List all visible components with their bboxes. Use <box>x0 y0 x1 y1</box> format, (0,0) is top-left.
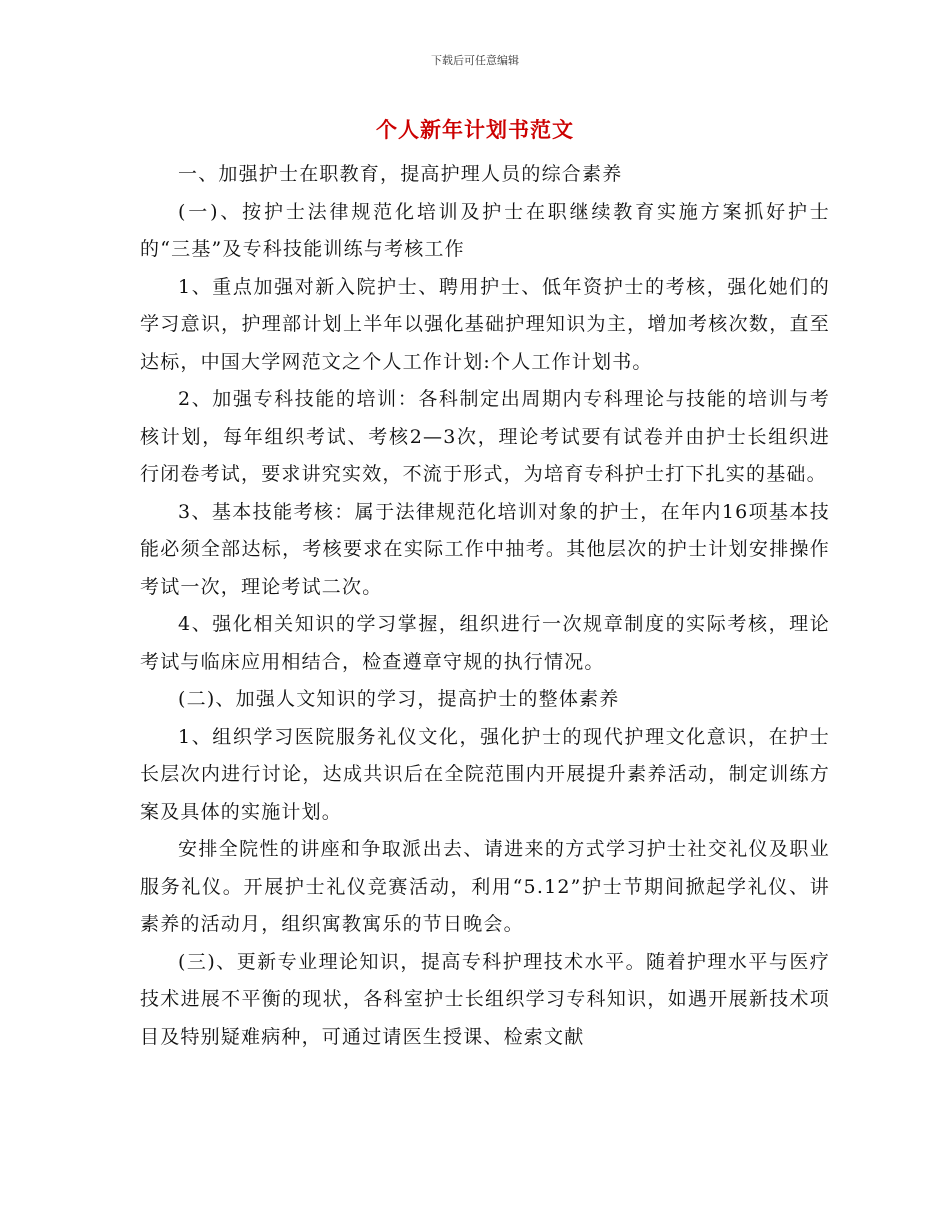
paragraph: 2、加强专科技能的培训：各科制定出周期内专科理论与技能的培训与考核计划，每年组织考试、考核2—3次，理论考试要有试卷并由护士长组织进行闭卷考试，要求讲究实效，不流于形式，为培育专科护士打下扎实的基础。 <box>140 388 830 485</box>
document-body <box>140 156 830 1056</box>
paragraph: 3、基本技能考核：属于法律规范化培训对象的护士，在年内16项基本技能必须全部达标，考核要求在实际工作中抽考。其他层次的护士计划安排操作考试一次，理论考试二次。 <box>140 500 830 598</box>
paragraph: 一、加强护士在职教育，提高护理人员的综合素养 <box>178 163 623 185</box>
paragraph: (二)、加强人文知识的学习，提高护士的整体素养 <box>178 688 620 710</box>
paragraph: 安排全院性的讲座和争取派出去、请进来的方式学习护士社交礼仪及职业服务礼仪。开展护士礼仪竞赛活动，利用“5.12”护士节期间掀起学礼仪、讲素养的活动月，组织寓教寓乐的节日晚会。 <box>140 838 830 935</box>
paragraph: 4、强化相关知识的学习掌握，组织进行一次规章制度的实际考核，理论考试与临床应用相结合，检查遵章守规的执行情况。 <box>140 613 830 673</box>
paragraph: 1、组织学习医院服务礼仪文化，强化护士的现代护理文化意识，在护士长层次内进行讨论，达成共识后在全院范围内开展提升素养活动，制定训练方案及具体的实施计划。 <box>140 725 830 823</box>
page-header: 下载后可任意编辑 <box>431 54 519 67</box>
paragraph: (三)、更新专业理论知识，提高专科护理技术水平。随着护理水平与医疗技术进展不平衡的现状，各科室护士长组织学习专科知识，如遇开展新技术项目及特别疑难病种，可通过请医生授课、检索文献 <box>140 950 830 1048</box>
paragraph: (一)、按护士法律规范化培训及护士在职继续教育实施方案抓好护士的“三基”及专科技能训练与考核工作 <box>140 200 830 260</box>
paragraph: 1、重点加强对新入院护士、聘用护士、低年资护士的考核，强化她们的学习意识，护理部计划上半年以强化基础护理知识为主，增加考核次数，直至达标，中国大学网范文之个人工作计划:个人工作计划书。 <box>140 275 830 373</box>
document-title: 个人新年计划书范文 <box>376 117 574 142</box>
